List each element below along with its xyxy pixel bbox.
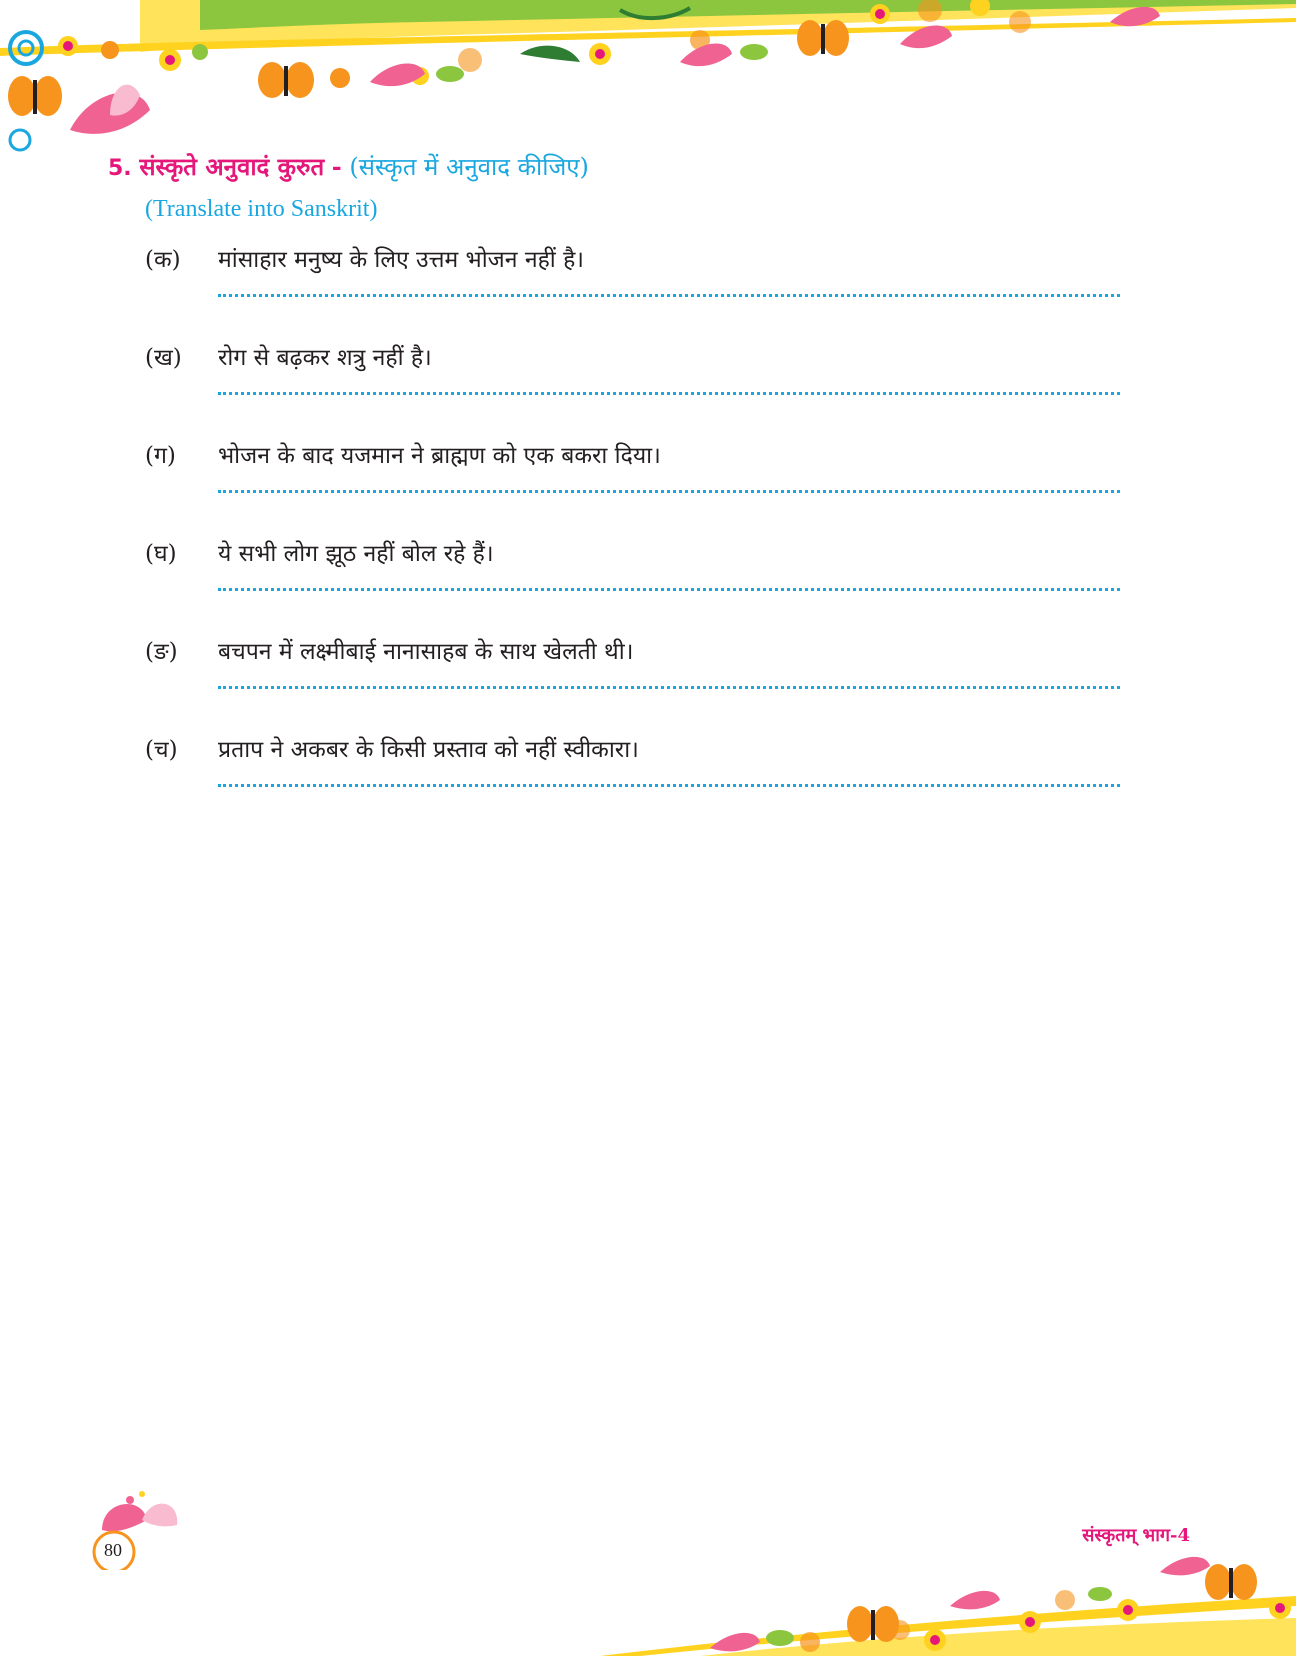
top-decorative-border [0,0,1296,170]
translation-item [145,242,1120,322]
answer-line[interactable] [218,294,1120,297]
answer-line[interactable] [218,392,1120,395]
bottom-decorative-border [0,1530,1296,1656]
leaf-icon [766,1587,1112,1646]
item-label: (च) [145,737,178,763]
petal-icon [70,7,1160,134]
translation-item [145,340,1120,420]
answer-line[interactable] [218,490,1120,493]
item-sentence: मांसाहार मनुष्य के लिए उत्तम भोजन नहीं है। [218,247,585,273]
exercise-heading [108,150,589,186]
answer-line[interactable] [218,588,1120,591]
exercise-title-english: (Translate into Sanskrit) [145,196,378,222]
item-sentence: रोग से बढ़कर शत्रु नहीं है। [218,345,432,371]
item-label: (घ) [145,541,177,567]
butterfly-icon [847,1564,1257,1642]
flower-icon [800,1590,1291,1652]
exercise-title-sanskrit: संस्कृते अनुवादं कुरुत [139,152,325,181]
item-label: (ख) [145,345,182,371]
exercise-title-dash: - [331,152,342,181]
page-number: 80 [104,1540,122,1560]
translation-item [145,732,1120,812]
exercise-title-hindi: (संस्कृत में अनुवाद कीजिए) [349,153,589,181]
item-label: (क) [145,247,181,273]
item-label: (ङ) [145,639,178,665]
leaf-icon [436,8,768,82]
book-title: संस्कृतम् भाग-4 [1082,1525,1190,1546]
exercise-number: 5. [108,156,132,181]
petal-icon [710,1557,1210,1652]
translation-item [145,634,1120,714]
item-sentence: प्रताप ने अकबर के किसी प्रस्ताव को नहीं स्वीकारा। [218,737,639,763]
butterfly-icon [8,20,849,116]
item-sentence: बचपन में लक्ष्मीबाई नानासाहब के साथ खेलती थी। [218,639,634,665]
answer-line[interactable] [218,784,1120,787]
answer-line[interactable] [218,686,1120,689]
translation-item [145,438,1120,518]
swirl-icon [10,32,42,150]
item-label: (ग) [145,443,176,469]
item-sentence: भोजन के बाद यजमान ने ब्राह्मण को एक बकरा दिया। [218,443,661,469]
translation-item [145,536,1120,616]
item-sentence: ये सभी लोग झूठ नहीं बोल रहे हैं। [218,541,494,567]
flower-icon [58,0,1031,88]
